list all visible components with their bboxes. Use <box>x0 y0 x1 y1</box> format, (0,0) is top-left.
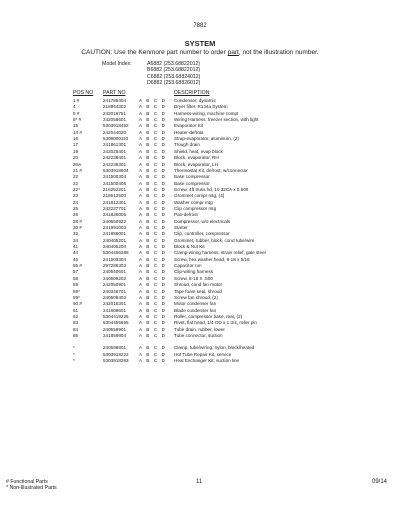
description-cell: Thermostat Kit, defrost, w/connector <box>174 167 248 173</box>
description-cell: Capacitor run <box>174 263 202 269</box>
description-cell: Tube drain, rubber, lower <box>174 326 225 332</box>
model-applicability-cell: A B C D <box>139 218 167 224</box>
model-applicability-cell: A B C D <box>139 244 167 250</box>
pos-cell: 61 <box>73 307 79 313</box>
description-cell: Harness-wiring, machine compt <box>174 110 239 116</box>
part-number-cell: 241785404 <box>103 98 126 103</box>
description-cell: Rivet, flat head, 1/4 OD x 1 3/4, roller pin <box>174 320 257 326</box>
model-applicability-cell: A B C D <box>139 250 167 256</box>
model-applicability-cell: A B C D <box>139 282 167 288</box>
description-cell: Clamp-wiring harness, strain relief, gale steel <box>174 250 266 256</box>
pos-cell: 59* <box>73 288 80 294</box>
model-applicability-cell: A B C D <box>139 148 167 154</box>
pos-cell: 20A <box>73 161 82 167</box>
page-title: SYSTEM <box>184 39 216 48</box>
column-header-description: DESCRIPTION <box>174 90 210 96</box>
model-applicability-cell: A B C D <box>139 345 167 351</box>
column-header-part: PART NO <box>103 90 126 96</box>
description-cell: Screw, 8-18 X .500 <box>174 275 213 281</box>
model-applicability-cell: A B C D <box>139 167 167 173</box>
column-header-pos: POS NO <box>73 90 94 96</box>
part-number-cell: 218612500 <box>103 193 126 199</box>
pos-cell: 14 # <box>73 129 82 135</box>
part-number-cell: 241859904 <box>103 332 126 338</box>
description-cell: Clip-wiring harness <box>174 269 214 275</box>
caution-text-pre: CAUTION: Use the Kenmore part number to order <box>81 49 228 56</box>
model-applicability-cell: A B C D <box>139 332 167 338</box>
revision-date: 09/14 <box>372 479 388 485</box>
description-cell: Tape foam seal, shroud <box>174 288 222 294</box>
part-number-cell: 241861301 <box>103 142 126 148</box>
pos-cell: 22 <box>73 174 79 180</box>
description-cell: Condenser, dynamic <box>174 98 216 103</box>
model-applicability-cell: A B C D <box>139 199 167 205</box>
description-cell: Strap-evaporator, aluminum, (2) <box>174 136 239 142</box>
caution-text-underlined: part <box>227 49 239 56</box>
caution-text-post: , not the illustration number. <box>238 49 319 56</box>
model-applicability-cell: A B C D <box>139 263 167 269</box>
model-applicability-cell: A B C D <box>139 186 167 192</box>
description-cell: Blade condenser fan <box>174 307 217 313</box>
part-number-cell: 242236301 <box>103 161 126 167</box>
part-number-cell: 242016751 <box>103 110 126 116</box>
pos-cell: 41 <box>73 244 79 250</box>
description-cell: Compressor, w/o electricals <box>174 218 231 224</box>
model-entry: D6882 (253.68826012) <box>147 80 201 87</box>
pos-cell: 32 <box>73 231 79 237</box>
part-number-cell: 5303918263 <box>103 358 129 363</box>
pos-cell: 24 <box>73 199 79 205</box>
model-applicability-cell: A B C D <box>139 269 167 275</box>
part-number-cell: 5303918492 <box>103 123 129 129</box>
part-number-cell: 240596801 <box>103 345 126 351</box>
description-cell: Motor condenser fan <box>174 301 217 307</box>
model-applicability-cell: A B C D <box>139 256 167 262</box>
pos-cell: 1 # <box>73 98 80 103</box>
description-cell: Heater-defrost <box>174 129 204 135</box>
description-cell: Wiring Harness, freezer section, with light <box>174 117 259 123</box>
description-cell: Base compressor <box>174 174 210 180</box>
description-cell: Grommet, rubber, block, cond tube/wire <box>174 237 255 243</box>
description-cell: Clip, controller, compressor <box>174 231 230 237</box>
model-applicability-cell: A B C D <box>139 98 167 103</box>
description-cell: Block, evaporator, RH <box>174 155 219 161</box>
model-applicability-cell: A B C D <box>139 326 167 332</box>
part-number-cell: 242056601 <box>103 117 126 123</box>
model-index-label: Model Index: <box>102 61 132 67</box>
pos-cell: 21 # <box>73 167 82 173</box>
part-number-cell: 240550922 <box>103 218 126 224</box>
part-number-cell: 242044020 <box>103 129 126 135</box>
part-number-cell: 240509202 <box>103 275 126 281</box>
description-cell: Evaporator Kit <box>174 123 204 129</box>
pos-cell: 22 <box>73 180 79 186</box>
part-number-cell: 240508403 <box>103 294 126 300</box>
model-applicability-cell: A B C D <box>139 155 167 161</box>
pos-cell: 28 # <box>73 218 82 224</box>
part-number-cell: 241991003 <box>103 225 126 230</box>
model-applicability-cell: A B C D <box>139 294 167 300</box>
caution-note <box>0 49 400 56</box>
part-number-cell: 241500304 <box>103 174 126 180</box>
part-number-cell: 242236401 <box>103 155 126 161</box>
pos-cell: 20 <box>73 155 79 161</box>
pos-cell: 59 <box>73 282 79 288</box>
model-applicability-cell: A B C D <box>139 307 167 313</box>
description-cell: Pan-defrost <box>174 212 198 218</box>
model-applicability-cell: A B C D <box>139 193 167 199</box>
part-number-cell: 241500304 <box>103 256 126 262</box>
model-applicability-cell: A B C D <box>139 301 167 307</box>
pos-cell: 44 <box>73 250 79 256</box>
pos-cell: 16 <box>73 136 79 142</box>
pos-cell: 84 <box>73 326 79 332</box>
non-illustrated-parts-note: * Non-Illustrated Parts <box>6 485 57 492</box>
part-number-cell: 241826005 <box>103 212 126 218</box>
pos-cell: 22* <box>73 186 80 192</box>
model-applicability-cell: A B C D <box>139 104 167 110</box>
part-number-cell: 242050901 <box>103 282 126 288</box>
description-cell: Hot Tube Repair Kit, service <box>174 351 232 357</box>
functional-parts-note: # Functional Parts <box>6 479 48 485</box>
part-number-cell: 240540601 <box>103 269 126 275</box>
model-applicability-cell: A B C D <box>139 288 167 294</box>
part-number-cell: 216252201 <box>103 186 126 192</box>
pos-cell: 85 <box>73 332 79 338</box>
page-number: 11 <box>196 479 203 485</box>
part-number-cell: 240559901 <box>103 326 126 332</box>
model-applicability-cell: A B C D <box>139 275 167 281</box>
model-applicability-cell: A B C D <box>139 212 167 218</box>
description-cell: Starter <box>174 225 188 230</box>
part-number-cell: 218944302 <box>103 104 126 110</box>
part-number-cell: 297286303 <box>103 263 126 269</box>
pos-cell: * <box>73 358 75 363</box>
pos-cell: 62 <box>73 313 79 319</box>
pos-cell: 34 <box>73 237 79 243</box>
model-applicability-cell: A B C D <box>139 237 167 243</box>
model-applicability-cell: A B C D <box>139 174 167 180</box>
model-entry: A6882 (253.68822012) <box>147 61 201 67</box>
description-cell: Base compressor <box>174 180 210 186</box>
description-cell: Screw fan shroud, (2) <box>174 294 218 300</box>
part-number-cell: 240405204 <box>103 244 126 250</box>
model-applicability-cell: A B C D <box>139 225 167 230</box>
description-cell: Clip compressor mtg <box>174 205 217 211</box>
part-number-cell: 241812301 <box>103 199 126 205</box>
description-cell: Roller, compressor base, rear, (2) <box>174 313 243 319</box>
pos-cell: * <box>73 351 75 357</box>
model-applicability-cell: A B C D <box>139 110 167 116</box>
description-cell: Tube connector, suction <box>174 332 223 338</box>
pos-cell: 30 # <box>73 225 82 230</box>
footer-legend <box>6 479 57 492</box>
pos-cell: 17 <box>73 142 79 148</box>
model-applicability-cell: A B C D <box>139 180 167 186</box>
pos-cell: 6* # <box>73 117 82 123</box>
pos-cell: 45 <box>73 256 79 262</box>
pos-cell: 15 <box>73 123 79 129</box>
description-cell: Screw, 4ft truss hd, 10 32CA x 0.500 <box>174 186 249 192</box>
model-entry: B6882 (253.68822012) <box>147 67 201 74</box>
pos-cell: 59* <box>73 294 80 300</box>
description-cell: Shield, heat, evap block <box>174 148 223 154</box>
part-number-cell: 241608601 <box>103 307 126 313</box>
model-applicability-cell: A B C D <box>139 123 167 129</box>
part-number-cell: 242025401 <box>103 148 126 154</box>
part-number-cell: 5303918222 <box>103 351 129 357</box>
model-applicability-cell: A B C D <box>139 136 167 142</box>
pos-cell: 58 <box>73 275 79 281</box>
part-number-cell: 5308000110 <box>103 136 129 142</box>
document-code: 7882 <box>193 23 207 29</box>
description-cell: Grommet compr mtg, (4) <box>174 193 225 199</box>
pos-cell: 57 <box>73 269 79 275</box>
description-cell: Screw, hex washer head, 8-18 x 5/16 <box>174 256 250 262</box>
part-number-cell: 5304419225 <box>103 313 129 319</box>
description-cell: Trough drain <box>174 142 200 148</box>
model-applicability-cell: A B C D <box>139 351 167 357</box>
description-cell: Dryer filter, R134a System <box>174 104 228 110</box>
description-cell: Clamp, tube/wiring, nylon, block/heated <box>174 345 255 351</box>
part-number-cell: 5303918604 <box>103 167 129 173</box>
model-entry: C6882 (253.68824012) <box>147 73 201 80</box>
model-applicability-cell: A B C D <box>139 142 167 148</box>
model-applicability-cell: A B C D <box>139 320 167 326</box>
part-number-cell: 241500405 <box>103 180 126 186</box>
pos-cell: 26 <box>73 212 79 218</box>
pos-cell: 19 <box>73 148 79 154</box>
pos-cell: 5 # <box>73 110 80 116</box>
pos-cell: 60 # <box>73 301 82 307</box>
pos-cell: 55 # <box>73 263 82 269</box>
part-number-cell: 240346701 <box>103 288 126 294</box>
part-number-cell: 241986001 <box>103 231 126 237</box>
description-cell: Washer compr mtg <box>174 199 213 205</box>
model-index-list <box>147 61 200 87</box>
part-number-cell: 242227701 <box>103 205 126 211</box>
part-number-cell: 5304455655 <box>103 320 129 326</box>
model-applicability-cell: A B C D <box>139 117 167 123</box>
pos-cell: 23 <box>73 193 79 199</box>
pos-cell: 4 <box>73 104 76 110</box>
description-cell: Block & Nut Kit <box>174 244 205 250</box>
model-applicability-cell: A B C D <box>139 205 167 211</box>
pos-cell: 25 <box>73 205 79 211</box>
model-applicability-cell: A B C D <box>139 313 167 319</box>
model-applicability-cell: A B C D <box>139 161 167 167</box>
pos-cell: 83 <box>73 320 79 326</box>
part-number-cell: 242018301 <box>103 301 126 307</box>
description-cell: Heat Exchanger Kit, suction line <box>174 358 240 363</box>
description-cell: Block, evaporator, LH <box>174 161 218 167</box>
model-applicability-cell: A B C D <box>139 231 167 237</box>
model-applicability-cell: A B C D <box>139 129 167 135</box>
part-number-cell: 5304456288 <box>103 250 129 256</box>
model-applicability-cell: A B C D <box>139 358 167 363</box>
pos-cell: * <box>73 345 75 351</box>
description-cell: Shroud, cond fan motor <box>174 282 223 288</box>
part-number-cell: 240405201 <box>103 237 126 243</box>
